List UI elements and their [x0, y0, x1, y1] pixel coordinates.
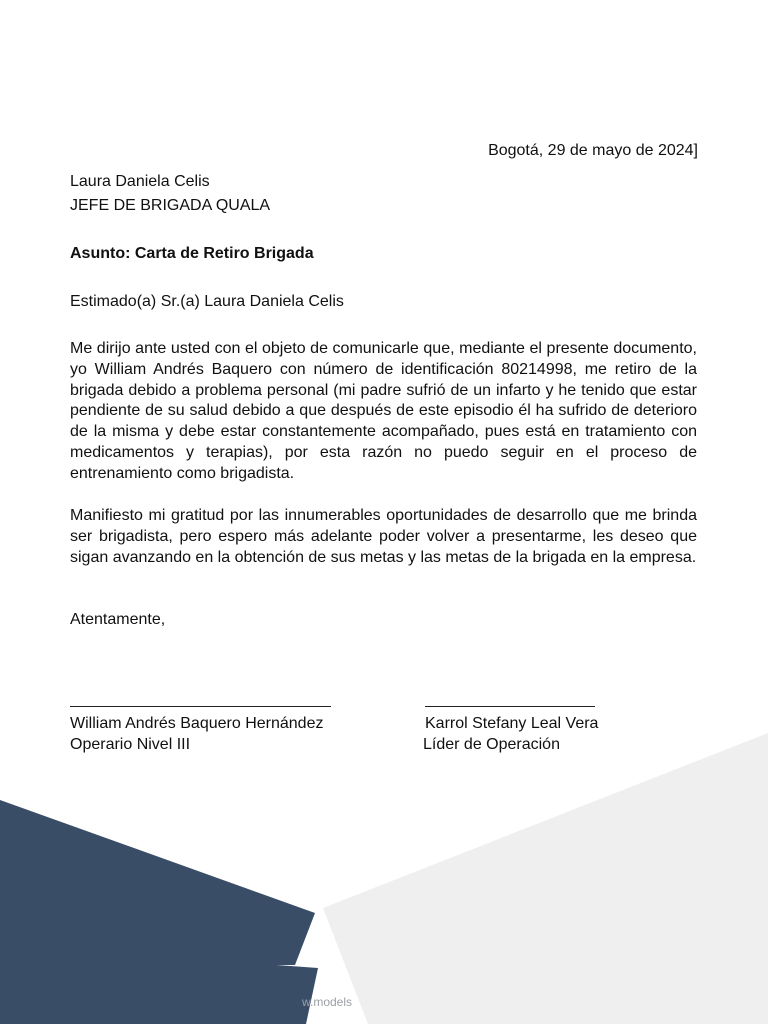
signature-line-right: [425, 706, 595, 707]
signer-role-left: Operario Nivel III: [70, 736, 191, 753]
signer-name-left: William Andrés Baquero Hernández: [70, 715, 324, 732]
signer-name-right: Karrol Stefany Leal Vera: [425, 715, 599, 732]
gray-shape-right: [323, 733, 768, 1024]
recipient-title: JEFE DE BRIGADA QUALA: [70, 197, 271, 214]
signature-line-left: [70, 706, 331, 707]
letter-subject: Asunto: Carta de Retiro Brigada: [70, 245, 314, 262]
letter-closing: Atentamente,: [70, 611, 166, 628]
letter-greeting: Estimado(a) Sr.(a) Laura Daniela Celis: [70, 293, 344, 310]
letter-date: Bogotá, 29 de mayo de 2024]: [488, 142, 698, 159]
navy-shape-main: [0, 800, 315, 965]
body-paragraph-2: Manifiesto mi gratitud por las innumerables oportunidades de desarrollo que me brinda ser brigadista, pero espero más adelante poder volver a presentarme, les deseo que sigan avanzando en la obtención de sus metas y las metas de la brigada en la empresa.: [70, 507, 697, 566]
body-paragraph-1: Me dirijo ante usted con el objeto de comunicarle que, mediante el presente documento, yo William Andrés Baquero con número de identificación 80214998, me retiro de la brigada debido a problema personal (mi padre sufrió de un infarto y he tenido que estar pendiente de su salud debido a que después de este episodio él ha sufrido de deterioro de la misma y debe estar constantemente acompañado, pues está en tratamiento con medicamentos y terapias), por esta razón no puedo seguir en el proceso de entrenamiento como brigadista.: [70, 340, 697, 482]
recipient-name: Laura Daniela Celis: [70, 173, 210, 190]
footer-watermark: w.models: [302, 995, 353, 1009]
signer-role-right: Líder de Operación: [423, 736, 560, 753]
